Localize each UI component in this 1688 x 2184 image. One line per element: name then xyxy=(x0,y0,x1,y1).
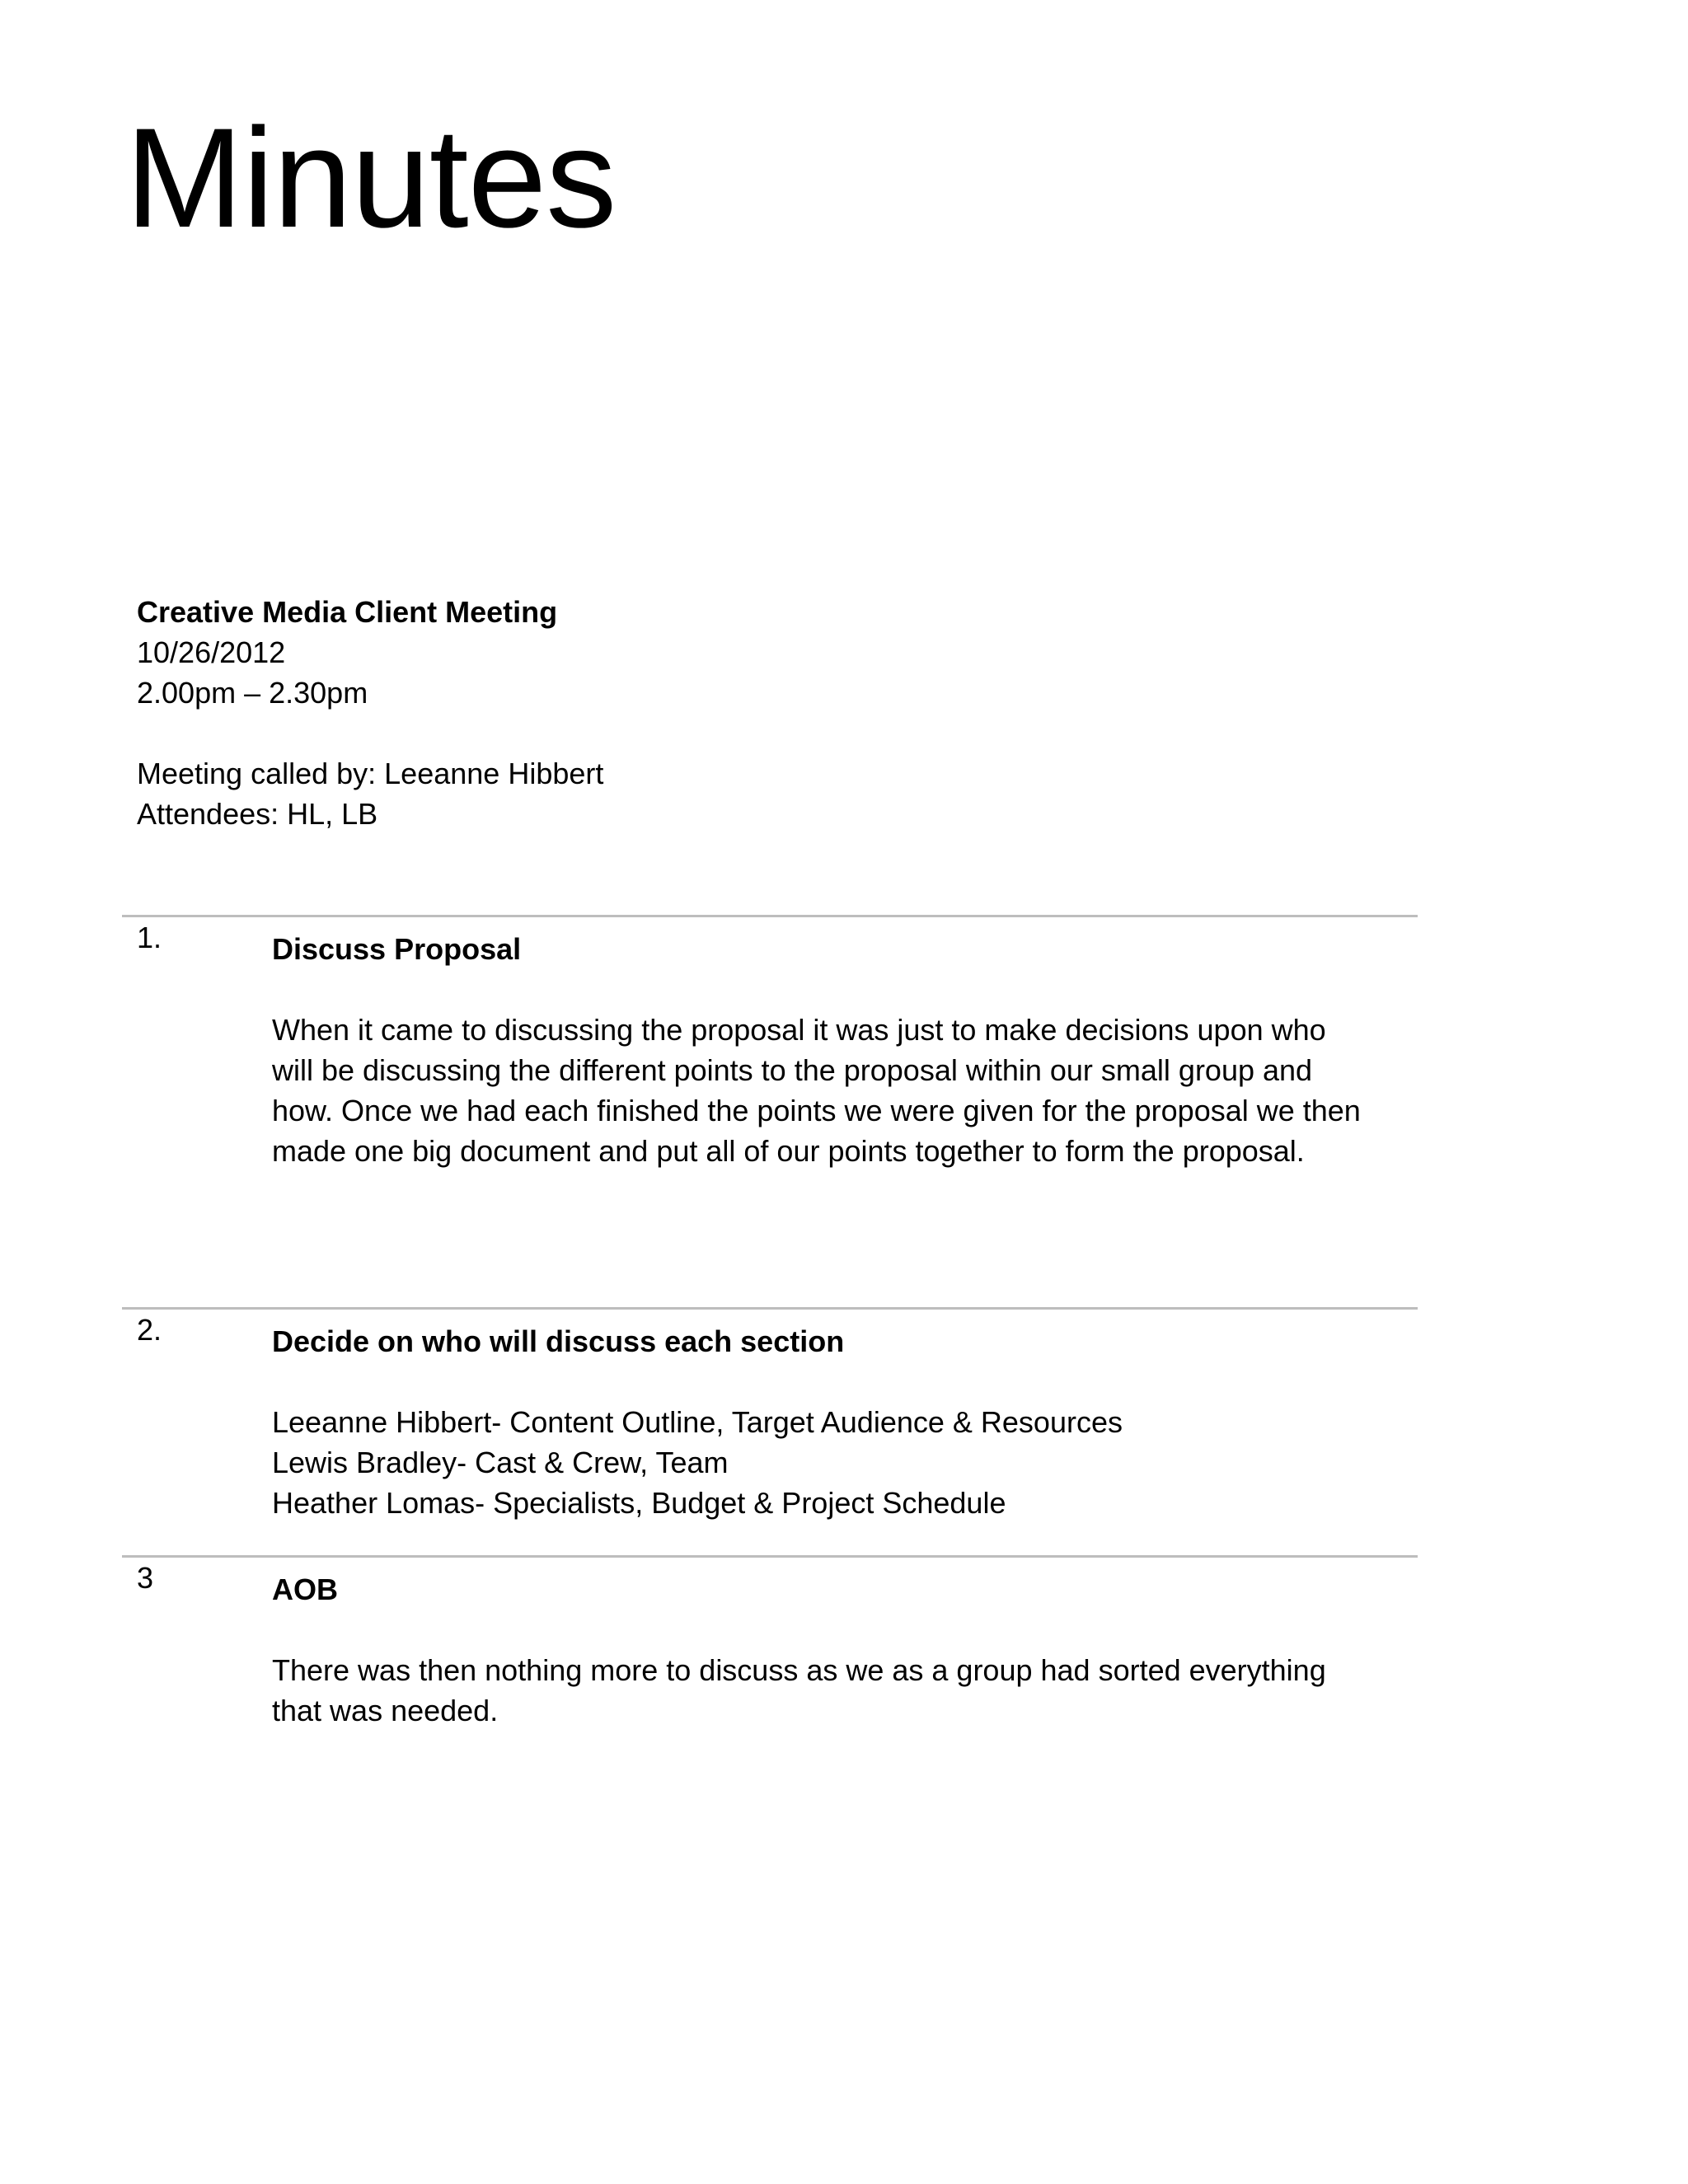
agenda-item-body xyxy=(272,929,1368,1171)
agenda-item-heading: Discuss Proposal xyxy=(272,932,522,966)
agenda-item-heading: AOB xyxy=(272,1572,338,1606)
meeting-date: 10/26/2012 xyxy=(137,635,286,669)
assignment-line: Leeanne Hibbert- Content Outline, Target Audience & Resources xyxy=(272,1405,1123,1439)
agenda-item-aob xyxy=(122,1558,1418,1731)
meeting-called-by: Meeting called by: Leeanne Hibbert xyxy=(137,757,604,790)
agenda-item-discuss-proposal xyxy=(122,917,1418,1307)
meeting-header xyxy=(137,592,1373,834)
agenda-item-heading: Decide on who will discuss each section xyxy=(272,1324,845,1358)
page-title: Minutes xyxy=(125,99,617,257)
meeting-name: Creative Media Client Meeting xyxy=(137,595,558,629)
agenda-item-decide-sections xyxy=(122,1310,1418,1555)
agenda-item-number: 1. xyxy=(137,921,162,954)
agenda-item-number: 3 xyxy=(137,1561,154,1595)
agenda-item-body xyxy=(272,1321,1368,1523)
agenda-item-assignments xyxy=(272,1402,1368,1523)
agenda-item-body xyxy=(272,1569,1368,1731)
agenda-list xyxy=(122,915,1418,1731)
meeting-time: 2.00pm – 2.30pm xyxy=(137,676,368,710)
assignment-line: Heather Lomas- Specialists, Budget & Project Schedule xyxy=(272,1486,1006,1520)
agenda-item-text: There was then nothing more to discuss as we as a group had sorted everything that was needed. xyxy=(272,1653,1326,1727)
meeting-attendees: Attendees: HL, LB xyxy=(137,797,378,831)
agenda-item-number: 2. xyxy=(137,1313,162,1347)
header-spacer xyxy=(137,713,1373,753)
agenda-item-text: When it came to discussing the proposal it was just to make decisions upon who will be discussing the different points to the proposal within our small group and how. Once we had each finished the points we were given for the proposal we then made one big document and put all of our points together to form the proposal. xyxy=(272,1013,1361,1168)
assignment-line: Lewis Bradley- Cast & Crew, Team xyxy=(272,1446,729,1479)
